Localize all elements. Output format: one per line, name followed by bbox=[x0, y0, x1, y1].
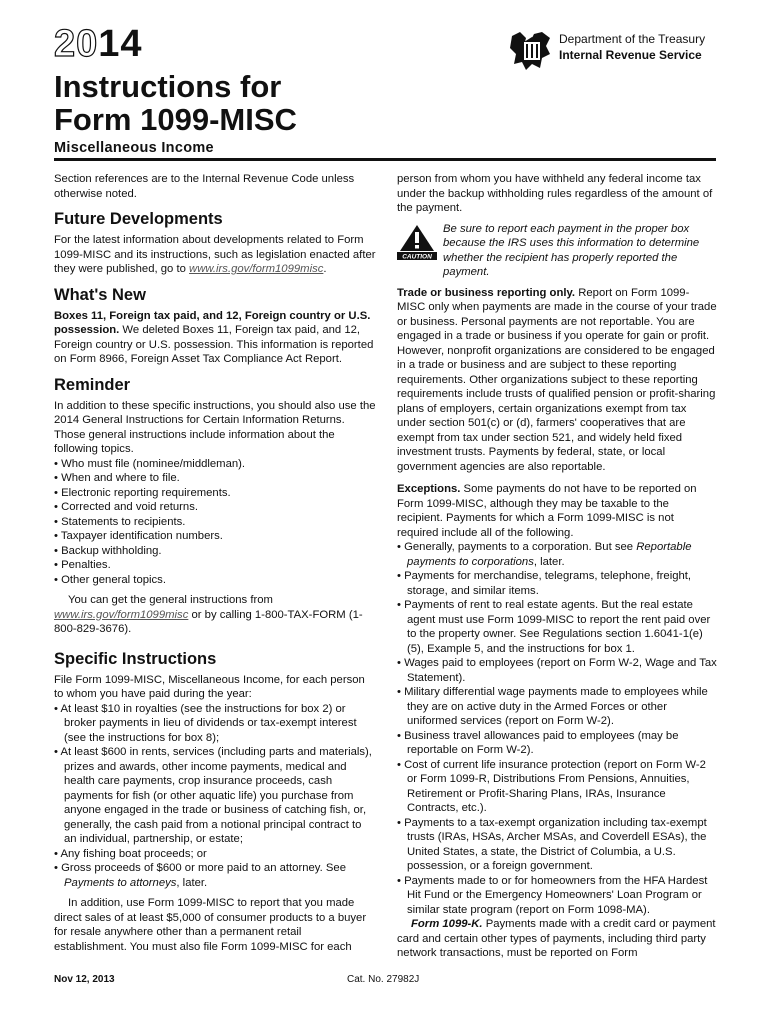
list-item: • Penalties. bbox=[54, 559, 111, 571]
list-item: • Other general topics. bbox=[54, 573, 166, 586]
trade-business-text: Trade or business reporting only. Report on Form 1099-MISC only when payments are made in the course of your trade or business. Personal payments are not reportable. You are engaged in a trade or business if you operate for gain or profit. However, nonprofit organizations are considered to be engaged in a trade or business and are subject to these reporting requirements. Other organizations subject to these reporting requirements include trusts of qualified pension or profit-sharing plans of employers, certain organizations exempt from tax under section 501(c) or (d), farmers' cooperatives that are exempt from tax under section 521, and widely held fixed investment trusts. Payments by federal, state, or local government agencies are also reportable. bbox=[397, 286, 717, 473]
irs-form-link-2[interactable]: www.irs.gov/form1099misc bbox=[54, 608, 189, 621]
exceptions-text: Exceptions. Some payments do not have to be reported on Form 1099-MISC, although they may be taxable to the recipient. Payments for which a Form 1099-MISC is not required include all of the following. bbox=[397, 483, 697, 539]
list-item: • At least $600 in rents, services (including parts and materials), prizes and awards, other income payments, medical and health care payments, crop insurance proceeds, cash payments for fish (or other aquatic life) you purchase from anyone engaged in the trade or business of catching fish, or, generally, the cash paid from a notional principal contract to an individual, partnership, or estate; bbox=[54, 746, 372, 845]
right-column bbox=[397, 172, 717, 961]
list-item: • Generally, payments to a corporation. But see Reportable payments to corporations, later. bbox=[397, 541, 692, 568]
future-developments-heading: Future Developments bbox=[54, 210, 223, 228]
list-item: • Backup withholding. bbox=[54, 544, 162, 557]
left-column bbox=[54, 172, 376, 954]
list-item: • Who must file (nominee/middleman). bbox=[54, 457, 246, 470]
whats-new-text: Boxes 11, Foreign tax paid, and 12, Foreign country or U.S. possession. We deleted Boxes 11, Foreign tax paid, and 12, Foreign country or U.S. possession. This information is reported on Form 8966, Foreign Asset Tax Compliance Act Report. bbox=[54, 309, 374, 365]
reminder-list bbox=[54, 457, 376, 588]
list-item: • Payments of rent to real estate agents. But the real estate agent must use Form 1099-MISC to report the rent paid over to the property owner. See Regulations section 1.6041-1(e)(5), Example 5, and the instructions for box 1. bbox=[397, 599, 711, 655]
list-item: • Payments made to or for homeowners from the HFA Hardest Hit Fund or the Emergency Homeowners' Loan Program or similar state program (report on Form 1098-MA). bbox=[397, 874, 708, 916]
list-item: • Wages paid to employees (report on Form W-2, Wage and Tax Statement). bbox=[397, 657, 717, 684]
caution-label: CAUTION bbox=[402, 253, 432, 260]
list-item: • Electronic reporting requirements. bbox=[54, 486, 231, 499]
list-item: • Gross proceeds of $600 or more paid to an attorney. See Payments to attorneys, later. bbox=[54, 862, 346, 889]
intro-text: Section references are to the Internal Revenue Code unless otherwise noted. bbox=[54, 173, 355, 200]
list-item: • Cost of current life insurance protection (report on Form W-2 or Form 1099-R, Distributions From Pensions, Annuities, Retirement or Profit-Sharing Plans, IRAs, Insurance Contracts, etc.). bbox=[397, 758, 706, 814]
reminder-text: In addition to these specific instructions, you should also use the 2014 General Instructions for Certain Information Returns. Those general instructions include information about the following topics. bbox=[54, 399, 376, 455]
caution-icon bbox=[397, 224, 437, 265]
specific-intro: File Form 1099-MISC, Miscellaneous Income, for each person to whom you have paid during the year: bbox=[54, 673, 365, 700]
form-1099k-text: Form 1099-K. Payments made with a credit card or payment card and certain other types of payments, including third party network transactions, must be reported on Form bbox=[397, 918, 716, 959]
whats-new-heading: What's New bbox=[54, 285, 146, 304]
footer-cat-number: Cat. No. 27982J bbox=[347, 974, 420, 985]
exceptions-list bbox=[397, 569, 717, 917]
list-item: • When and where to file. bbox=[54, 472, 180, 484]
list-item: • Payments for merchandise, telegrams, telephone, freight, storage, and similar items. bbox=[397, 570, 692, 597]
footer-date: Nov 12, 2013 bbox=[54, 974, 115, 985]
page-title: Instructions for Form 1099-MISC bbox=[54, 69, 297, 137]
list-item: • Statements to recipients. bbox=[54, 515, 186, 528]
list-item: • Corrected and void returns. bbox=[54, 501, 198, 513]
form-year: 2014 bbox=[54, 23, 143, 65]
direct-sales-text: In addition, use Form 1099-MISC to report that you made direct sales of at least $5,000 of consumer products to a buyer for resale anywhere other than a permanent retail establishment. You must also file Form 1099-MISC for each bbox=[54, 897, 367, 953]
page-subtitle: Miscellaneous Income bbox=[54, 140, 214, 156]
continued-text: person from whom you have withheld any federal income tax under the backup withholding rules regardless of the amount of the payment. bbox=[397, 173, 713, 214]
caution-note: CAUTION Be sure to report each payment in the proper box because the IRS uses this information to determine whether the recipient has properly reported the payment. bbox=[397, 222, 717, 280]
list-item: • Payments to a tax-exempt organization including tax-exempt trusts (IRAs, HSAs, Archer MSAs, and Coverdell ESAs), the United States, a state, the District of Columbia, a U.S. possession, or a foreign government. bbox=[397, 816, 707, 872]
agency-name: Department of the Treasury Internal Revenue Service bbox=[559, 32, 706, 62]
specific-list bbox=[54, 702, 376, 862]
list-item: • Military differential wage payments made to employees while they are on active duty in the Armed Forces or other uniformed services (report on Form W-2). bbox=[397, 686, 708, 727]
list-item: • Any fishing boat proceeds; or bbox=[54, 847, 207, 860]
irs-form-link[interactable]: www.irs.gov/form1099misc bbox=[189, 263, 324, 275]
reminder-heading: Reminder bbox=[54, 375, 131, 394]
list-item: • Business travel allowances paid to employees (may be reportable on Form W-2). bbox=[397, 729, 679, 756]
future-developments-text: For the latest information about developments related to Form 1099-MISC and its instructions, such as legislation enacted after they were published, go to www.irs.gov/form1099misc. bbox=[54, 234, 376, 275]
general-instructions-text: You can get the general instructions from www.irs.gov/form1099misc or by calling 1-800-TAX-FORM (1-800-829-3676). bbox=[54, 594, 363, 635]
irs-eagle-logo-icon bbox=[506, 28, 554, 72]
header-divider bbox=[54, 158, 716, 161]
list-item: • At least $10 in royalties (see the instructions for box 2) or broker payments in lieu of dividends or tax-exempt interest (see the instructions for box 8); bbox=[54, 702, 357, 744]
specific-instructions-heading: Specific Instructions bbox=[54, 649, 217, 668]
list-item: • Taxpayer identification numbers. bbox=[54, 530, 223, 542]
